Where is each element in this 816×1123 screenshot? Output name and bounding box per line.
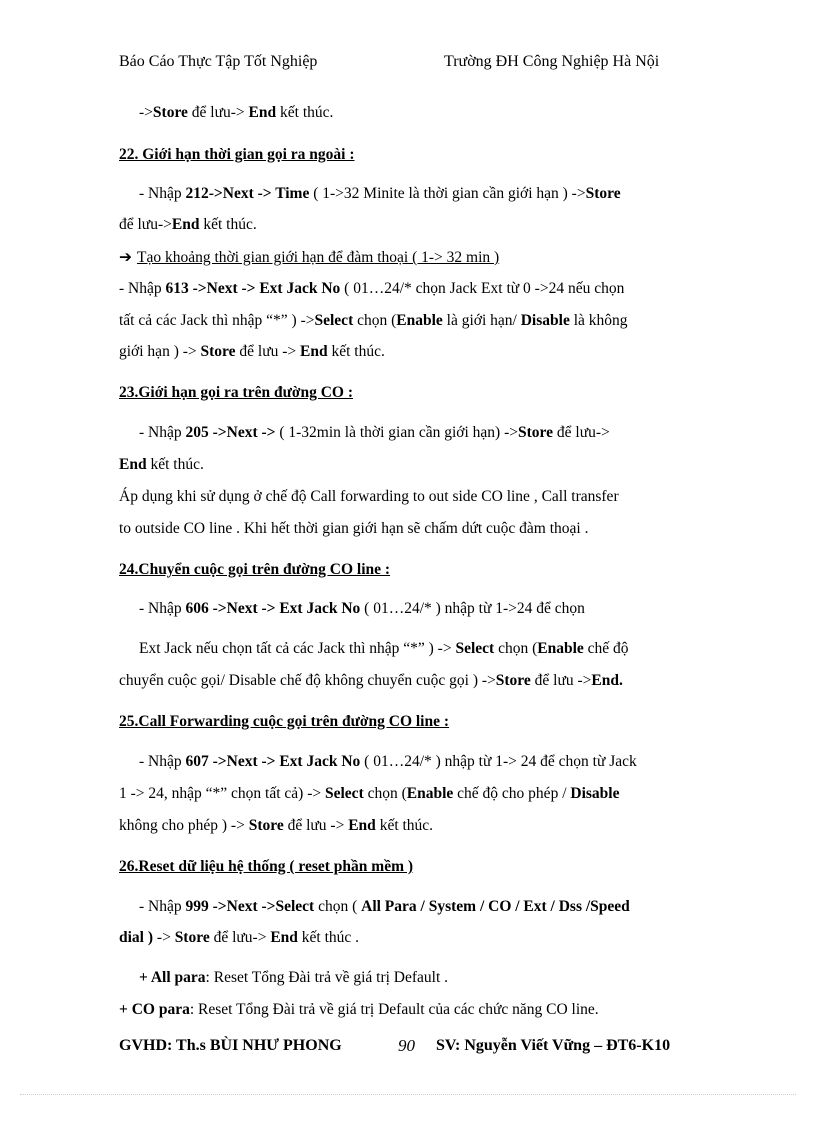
section-23-title: 23.Giới hạn gọi ra trên đường CO : bbox=[119, 384, 354, 401]
section-23-para-1: - Nhập 205 ->Next -> ( 1-32min là thời gian cần giới hạn) ->Store để lưu-> bbox=[139, 424, 610, 441]
page-bottom-divider bbox=[20, 1094, 796, 1095]
section-23-para-2: Áp dụng khi sử dụng ở chế độ Call forwarding to out side CO line , Call transfer bbox=[119, 488, 619, 505]
header-left: Báo Cáo Thực Tập Tốt Nghiệp bbox=[119, 53, 318, 70]
store-end-line: ->Store để lưu-> End kết thúc. bbox=[139, 104, 334, 121]
footer-supervisor: GVHD: Th.s BÙI NHƯ PHONG bbox=[119, 1037, 342, 1054]
section-25-para-2: 1 -> 24, nhập “*” chọn tất cả) -> Select chọn (Enable chế độ cho phép / Disable bbox=[119, 785, 620, 802]
section-25-para-3: không cho phép ) -> Store để lưu -> End kết thúc. bbox=[119, 817, 434, 834]
section-22-subheading: ➔ Tạo khoảng thời gian giới hạn để đàm thoại ( 1-> 32 min ) bbox=[119, 248, 500, 266]
footer-student: SV: Nguyễn Viết Vững – ĐT6-K10 bbox=[436, 1037, 671, 1054]
section-22-para-2-end: giới hạn ) -> Store để lưu -> End kết thúc. bbox=[119, 343, 385, 360]
header-right: Trường ĐH Công Nghiệp Hà Nội bbox=[444, 53, 660, 70]
page-number: 90 bbox=[398, 1036, 415, 1055]
section-22-title: 22. Giới hạn thời gian gọi ra ngoài : bbox=[119, 146, 355, 163]
arrow-right-icon: ➔ bbox=[119, 248, 132, 266]
section-23-para-1-cont: End kết thúc. bbox=[119, 456, 204, 473]
section-23-para-3: to outside CO line . Khi hết thời gian giới hạn sẽ chấm dứt cuộc đàm thoại . bbox=[119, 520, 589, 537]
section-24-para-1: - Nhập 606 ->Next -> Ext Jack No ( 01…24/* ) nhập từ 1->24 để chọn bbox=[139, 600, 585, 617]
section-26-all-para: + All para: Reset Tổng Đài trả về giá trị Default . bbox=[139, 969, 449, 986]
section-26-title: 26.Reset dữ liệu hệ thống ( reset phần mềm ) bbox=[119, 858, 414, 875]
section-26-para-2: dial ) -> Store để lưu-> End kết thúc . bbox=[119, 929, 360, 946]
section-25-para-1: - Nhập 607 ->Next -> Ext Jack No ( 01…24/* ) nhập từ 1-> 24 để chọn từ Jack bbox=[139, 753, 637, 770]
section-24-title: 24.Chuyển cuộc gọi trên đường CO line : bbox=[119, 561, 391, 578]
section-22-para-2: - Nhập 613 ->Next -> Ext Jack No ( 01…24/* chọn Jack Ext từ 0 ->24 nếu chọn bbox=[119, 280, 625, 297]
section-26-co-para: + CO para: Reset Tổng Đài trả về giá trị Default của các chức năng CO line. bbox=[119, 1001, 599, 1018]
section-25-title: 25.Call Forwarding cuộc gọi trên đường CO line : bbox=[119, 713, 450, 730]
section-24-para-3: chuyển cuộc gọi/ Disable chế độ không chuyển cuộc gọi ) ->Store để lưu ->End. bbox=[119, 672, 623, 689]
section-22-para-2-cont: tất cả các Jack thì nhập “*” ) ->Select chọn (Enable là giới hạn/ Disable là không bbox=[119, 312, 628, 329]
section-22-para-1-cont: để lưu->End kết thúc. bbox=[119, 216, 257, 233]
section-22-para-1: - Nhập 212->Next -> Time ( 1->32 Minite là thời gian cần giới hạn ) ->Store bbox=[139, 185, 621, 202]
section-24-para-2: Ext Jack nếu chọn tất cả các Jack thì nhập “*” ) -> Select chọn (Enable chế độ bbox=[139, 640, 629, 657]
section-26-para-1: - Nhập 999 ->Next ->Select chọn ( All Para / System / CO / Ext / Dss /Speed bbox=[139, 898, 630, 915]
